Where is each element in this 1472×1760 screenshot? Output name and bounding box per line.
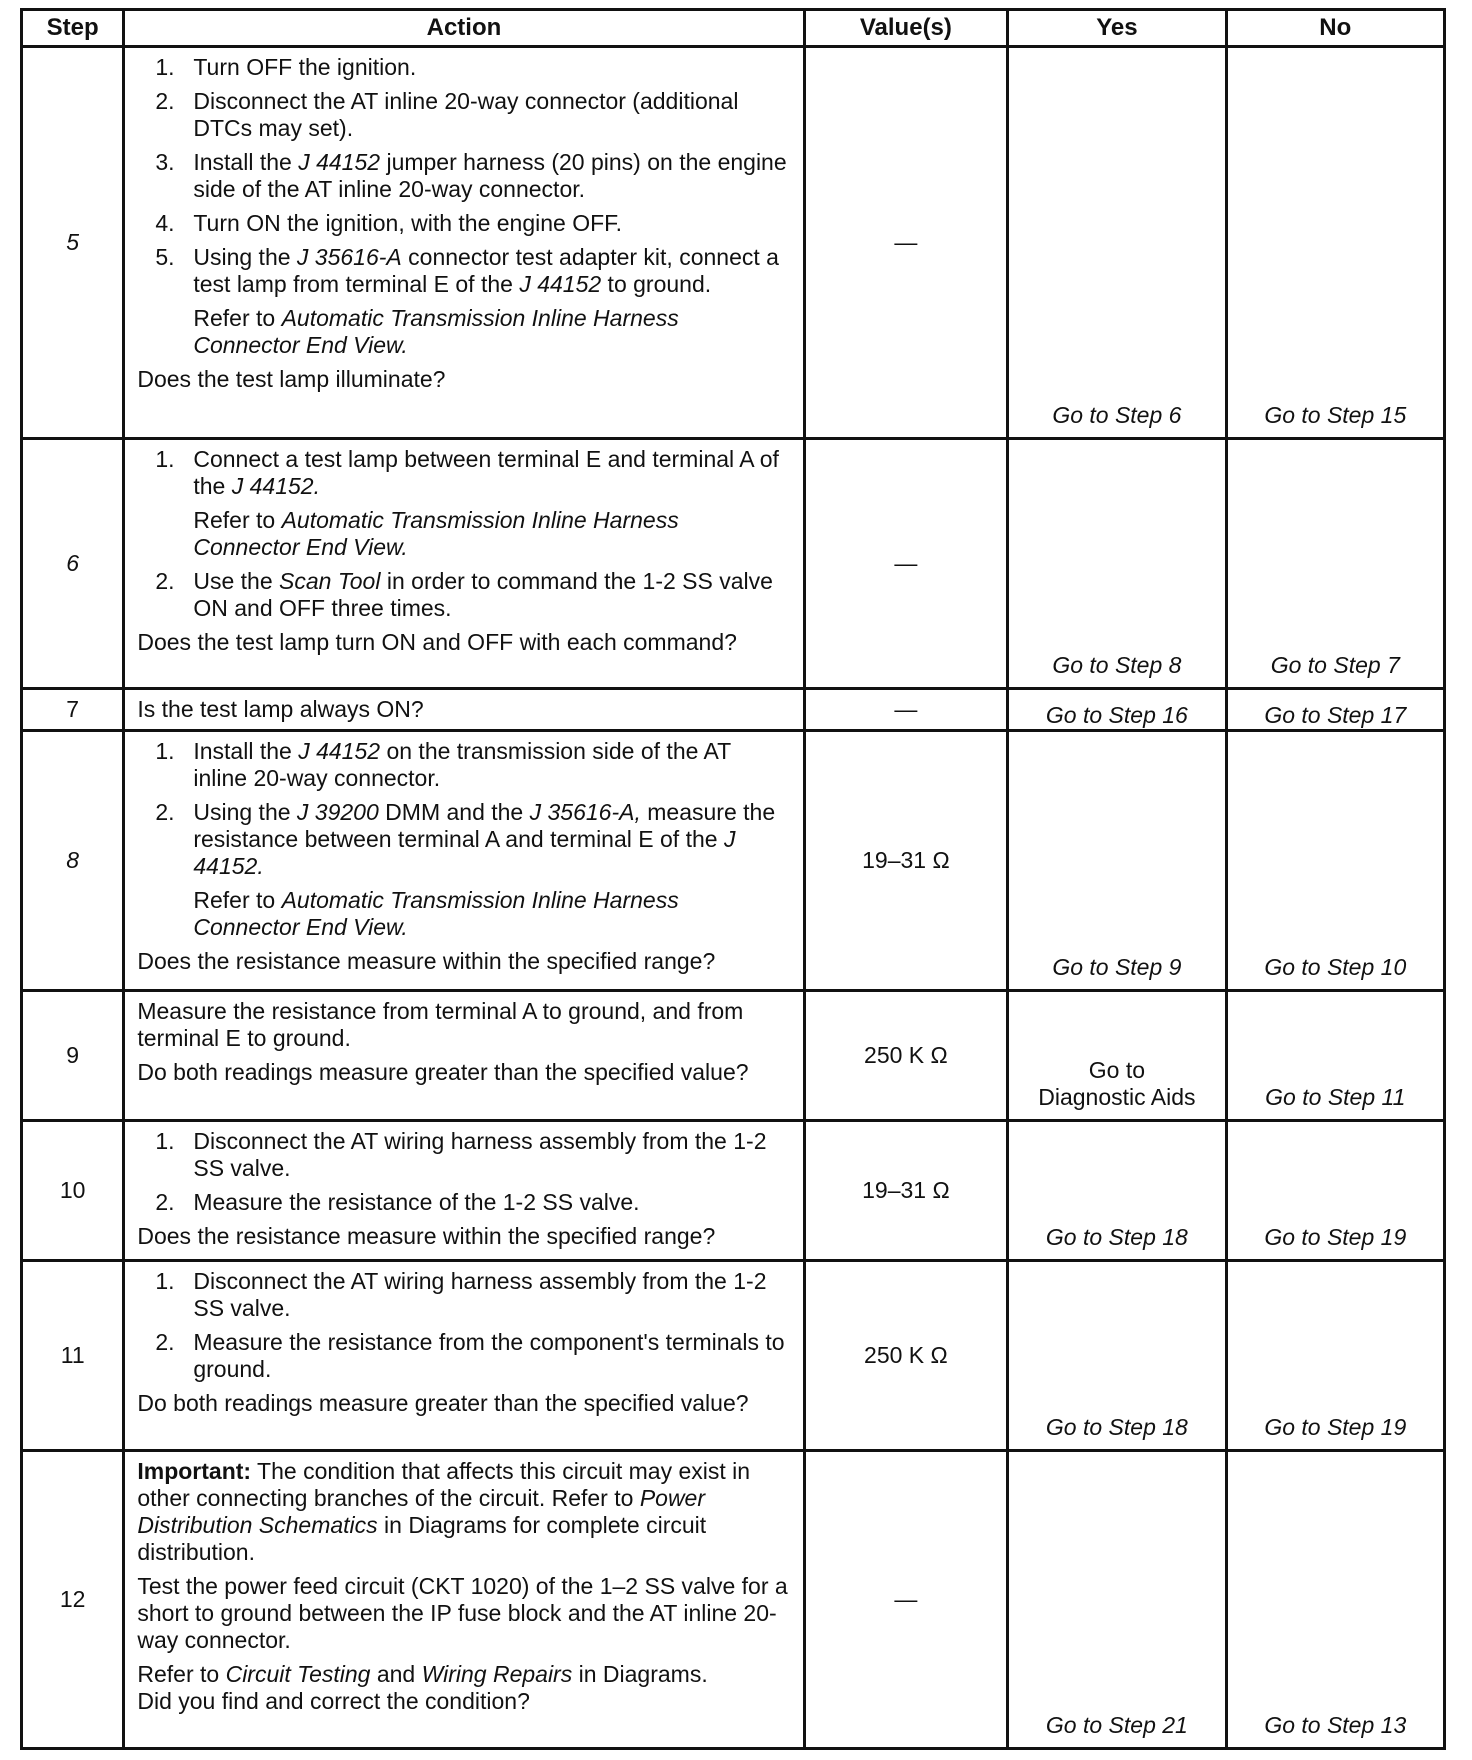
list-item: 1. Disconnect the AT wiring harness assembly from the 1-2 SS valve.	[155, 1268, 767, 1321]
step-number: 11	[22, 1261, 124, 1451]
list-item: 1. Install the J 44152 on the transmission side of the AT inline 20-way connector.	[155, 738, 731, 791]
action-text: Measure the resistance from terminal A to ground, and from terminal E to ground.	[137, 998, 744, 1051]
question: Is the test lamp always ON?	[137, 696, 424, 722]
list-item: 4. Turn ON the ignition, with the engine OFF.	[155, 210, 623, 236]
question: Do both readings measure greater than the specified value?	[137, 1059, 749, 1085]
table-row-step-10	[22, 1121, 1445, 1261]
action-list	[137, 568, 790, 622]
yes-link-line: Go to	[1088, 1057, 1146, 1083]
yes-link[interactable]: Go to Step 21	[1008, 1451, 1226, 1749]
table-row-step-12	[22, 1451, 1445, 1749]
action-cell	[124, 991, 804, 1121]
list-item: 2. Use the Scan Tool in order to command the 1-2 SS valve ON and OFF three times.	[155, 568, 773, 621]
no-link[interactable]: Go to Step 13	[1226, 1451, 1444, 1749]
yes-link[interactable]: Go to Step 6	[1008, 47, 1226, 439]
table-row-step-6	[22, 439, 1445, 689]
action-cell	[124, 47, 804, 439]
yes-link[interactable]: Go to Step 9	[1008, 731, 1226, 991]
no-link[interactable]: Go to Step 19	[1226, 1121, 1444, 1261]
action-list	[137, 446, 790, 500]
table-row-step-11	[22, 1261, 1445, 1451]
action-list	[137, 1268, 790, 1383]
table-row-step-8	[22, 731, 1445, 991]
question: Does the test lamp turn ON and OFF with each command?	[137, 629, 737, 655]
list-item: 2. Measure the resistance of the 1-2 SS valve.	[155, 1189, 640, 1215]
action-text: Test the power feed circuit (CKT 1020) of the 1–2 SS valve for a short to ground between the IP fuse block and the AT inline 20-way connector.	[137, 1573, 788, 1653]
value-cell: 19–31 Ω	[804, 1121, 1008, 1261]
action-cell	[124, 439, 804, 689]
table-row-step-5	[22, 47, 1445, 439]
col-header-values: Value(s)	[804, 10, 1008, 47]
list-item: 2. Using the J 39200 DMM and the J 35616-A, measure the resistance between terminal A and terminal E of the J 44152.	[155, 799, 776, 879]
yes-link-line: Diagnostic Aids	[1038, 1084, 1196, 1110]
no-link[interactable]: Go to Step 11	[1226, 991, 1444, 1121]
value-cell: 250 K Ω	[804, 1261, 1008, 1451]
tool-ref: J 44152.	[231, 473, 320, 499]
no-link[interactable]: Go to Step 10	[1226, 731, 1444, 991]
action-cell	[124, 1451, 804, 1749]
action-list	[137, 738, 790, 880]
value-cell: 250 K Ω	[804, 991, 1008, 1121]
table-row-step-9	[22, 991, 1445, 1121]
list-item: 2. Measure the resistance from the component's terminals to ground.	[155, 1329, 785, 1382]
header-row	[22, 10, 1445, 47]
col-header-no: No	[1226, 10, 1444, 47]
tool-ref: J 35616-A,	[529, 799, 641, 825]
action-cell	[124, 731, 804, 991]
list-item: 3. Install the J 44152 jumper harness (20 pins) on the engine side of the AT inline 20-way connector.	[155, 149, 787, 202]
step-number: 8	[22, 731, 124, 991]
no-link[interactable]: Go to Step 19	[1226, 1261, 1444, 1451]
question: Did you find and correct the condition?	[137, 1688, 530, 1714]
step-number: 7	[22, 689, 124, 731]
list-item: 1. Turn OFF the ignition.	[155, 54, 417, 80]
no-link[interactable]: Go to Step 17	[1226, 689, 1444, 731]
tool-ref: J 44152	[298, 738, 381, 764]
yes-link[interactable]	[1008, 991, 1226, 1121]
list-item: 1. Disconnect the AT wiring harness assembly from the 1-2 SS valve.	[155, 1128, 767, 1181]
table-row-step-7	[22, 689, 1445, 731]
action-cell	[124, 1121, 804, 1261]
action-list	[137, 54, 790, 298]
reference-note: Refer to Circuit Testing and Wiring Repairs in Diagrams. Did you find and correct the condition?	[137, 1661, 708, 1714]
question: Does the test lamp illuminate?	[137, 366, 446, 392]
action-cell	[124, 1261, 804, 1451]
no-link[interactable]: Go to Step 7	[1226, 439, 1444, 689]
no-link[interactable]: Go to Step 15	[1226, 47, 1444, 439]
reference-note: Refer to Automatic Transmission Inline Harness Connector End View.	[193, 887, 679, 940]
step-number: 9	[22, 991, 124, 1121]
list-item: 5. Using the J 35616-A connector test adapter kit, connect a test lamp from terminal E of the J 44152 to ground.	[155, 244, 779, 297]
diagnostic-table	[20, 8, 1446, 1750]
value-cell: —	[804, 47, 1008, 439]
step-number: 6	[22, 439, 124, 689]
reference-note: Refer to Automatic Transmission Inline Harness Connector End View.	[193, 305, 679, 358]
important-note: Important: The condition that affects this circuit may exist in other connecting branches of the circuit. Refer to Power Distribution Schematics in Diagrams for complete circuit distribution.	[137, 1458, 751, 1565]
value-cell: —	[804, 689, 1008, 731]
question: Do both readings measure greater than the specified value?	[137, 1390, 749, 1416]
yes-link[interactable]: Go to Step 16	[1008, 689, 1226, 731]
tool-ref: Scan Tool	[279, 568, 381, 594]
col-header-yes: Yes	[1008, 10, 1226, 47]
tool-ref: J 44152	[519, 271, 602, 297]
question: Does the resistance measure within the specified range?	[137, 948, 716, 974]
tool-ref: J 39200	[296, 799, 379, 825]
step-number: 12	[22, 1451, 124, 1749]
yes-link[interactable]: Go to Step 18	[1008, 1261, 1226, 1451]
action-list	[137, 1128, 790, 1216]
tool-ref: J 44152.	[193, 826, 736, 879]
reference-note: Refer to Automatic Transmission Inline Harness Connector End View.	[193, 507, 679, 560]
value-cell: 19–31 Ω	[804, 731, 1008, 991]
tool-ref: J 44152	[298, 149, 381, 175]
list-item: 1. Connect a test lamp between terminal E and terminal A of the J 44152.	[155, 446, 779, 499]
list-item: 2. Disconnect the AT inline 20-way connector (additional DTCs may set).	[155, 88, 739, 141]
value-cell: —	[804, 1451, 1008, 1749]
yes-link[interactable]: Go to Step 18	[1008, 1121, 1226, 1261]
yes-link[interactable]: Go to Step 8	[1008, 439, 1226, 689]
tool-ref: J 35616-A	[296, 244, 402, 270]
col-header-action: Action	[124, 10, 804, 47]
question: Does the resistance measure within the specified range?	[137, 1223, 716, 1249]
value-cell: —	[804, 439, 1008, 689]
step-number: 5	[22, 47, 124, 439]
col-header-step: Step	[22, 10, 124, 47]
step-number: 10	[22, 1121, 124, 1261]
action-cell	[124, 689, 804, 731]
